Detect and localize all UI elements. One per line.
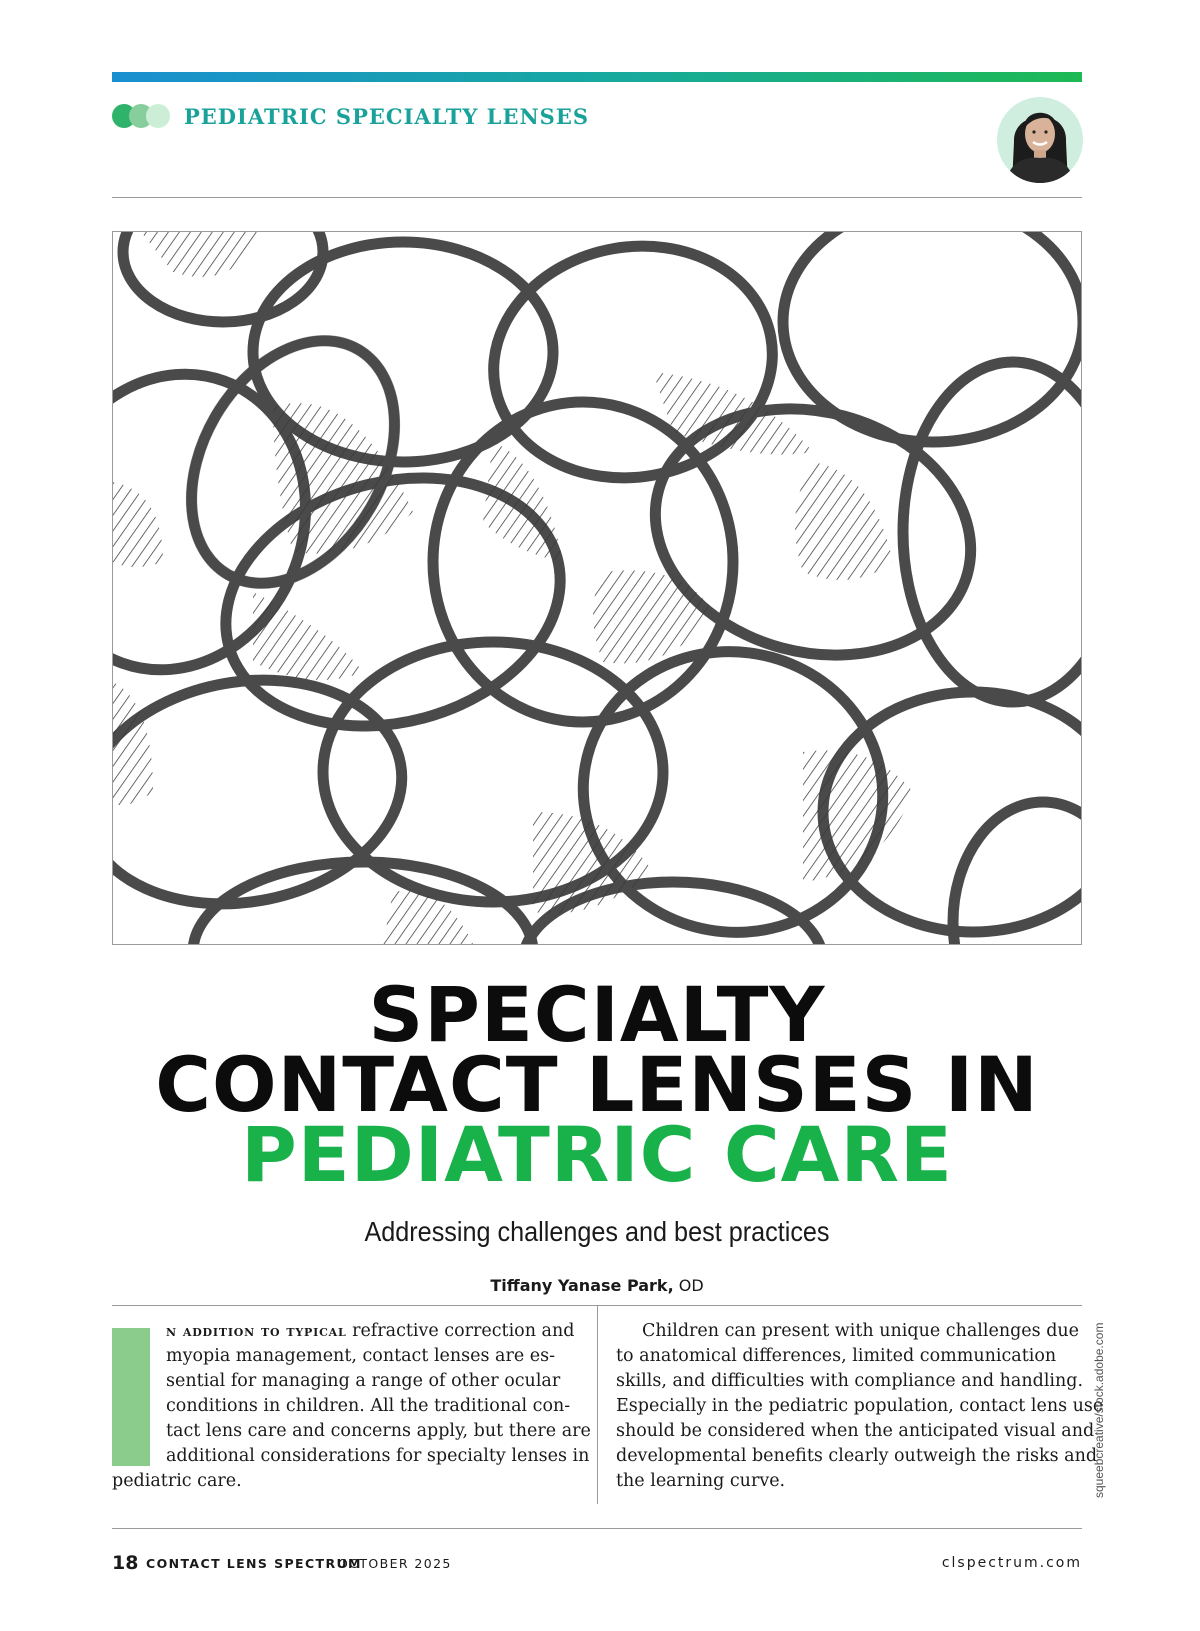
- paragraph-line: pediatric care.: [112, 1471, 242, 1491]
- top-gradient-rule: [112, 72, 1082, 82]
- paragraph-line: sential for managing a range of other ocular: [166, 1371, 561, 1391]
- hero-illustration: [112, 231, 1082, 945]
- issue-date: OCTOBER 2025: [338, 1556, 452, 1571]
- subtitle: Addressing challenges and best practices: [364, 1216, 830, 1247]
- photo-credit: squeebcreative/stock.adobe.com: [1092, 1322, 1106, 1498]
- header-rule: [112, 197, 1082, 198]
- headline-line-1: SPECIALTY: [368, 970, 826, 1059]
- footer: [112, 1552, 1082, 1576]
- publication-name: CONTACT LENS SPECTRUM: [146, 1556, 362, 1571]
- article-column-1: [112, 1319, 591, 1494]
- headline-line-3: PEDIATRIC CARE: [241, 1110, 953, 1199]
- headline-line-2: CONTACT LENSES IN: [155, 1040, 1039, 1129]
- section-dots-icon: [112, 102, 174, 130]
- paragraph-line: n addition to typical refractive correction and: [166, 1321, 575, 1341]
- headline: [112, 970, 1082, 1199]
- paragraph-line: conditions in children. All the traditional con-: [166, 1396, 571, 1416]
- lead-in: n addition to typical: [166, 1322, 347, 1340]
- author-credential: OD: [678, 1276, 704, 1295]
- paragraph-line: should be considered when the anticipated visual and: [616, 1421, 1095, 1441]
- website-link[interactable]: clspectrum.com: [941, 1555, 1082, 1571]
- paragraph-line: to anatomical differences, limited communication: [616, 1346, 1057, 1366]
- author-name: Tiffany Yanase Park,: [490, 1276, 674, 1295]
- author-photo: [996, 96, 1084, 184]
- page-number: 18: [112, 1552, 139, 1574]
- column-divider: [597, 1306, 598, 1504]
- footer-rule: [112, 1528, 1082, 1529]
- paragraph-line: tact lens care and concerns apply, but there are: [166, 1421, 591, 1441]
- paragraph-line: the learning curve.: [616, 1471, 786, 1491]
- paragraph-line: Especially in the pediatric population, contact lens use: [616, 1396, 1104, 1416]
- paragraph-line: Children can present with unique challenges due: [642, 1321, 1080, 1341]
- byline: [112, 1276, 1082, 1295]
- paragraph-line: myopia management, contact lenses are es-: [166, 1346, 556, 1366]
- paragraph-line: additional considerations for specialty lenses in: [166, 1446, 590, 1466]
- paragraph-line: developmental benefits clearly outweigh the risks and: [616, 1446, 1098, 1466]
- paragraph-line: skills, and difficulties with compliance and handling.: [616, 1371, 1084, 1391]
- section-label: PEDIATRIC SPECIALTY LENSES: [184, 103, 589, 129]
- section-header: [112, 100, 589, 132]
